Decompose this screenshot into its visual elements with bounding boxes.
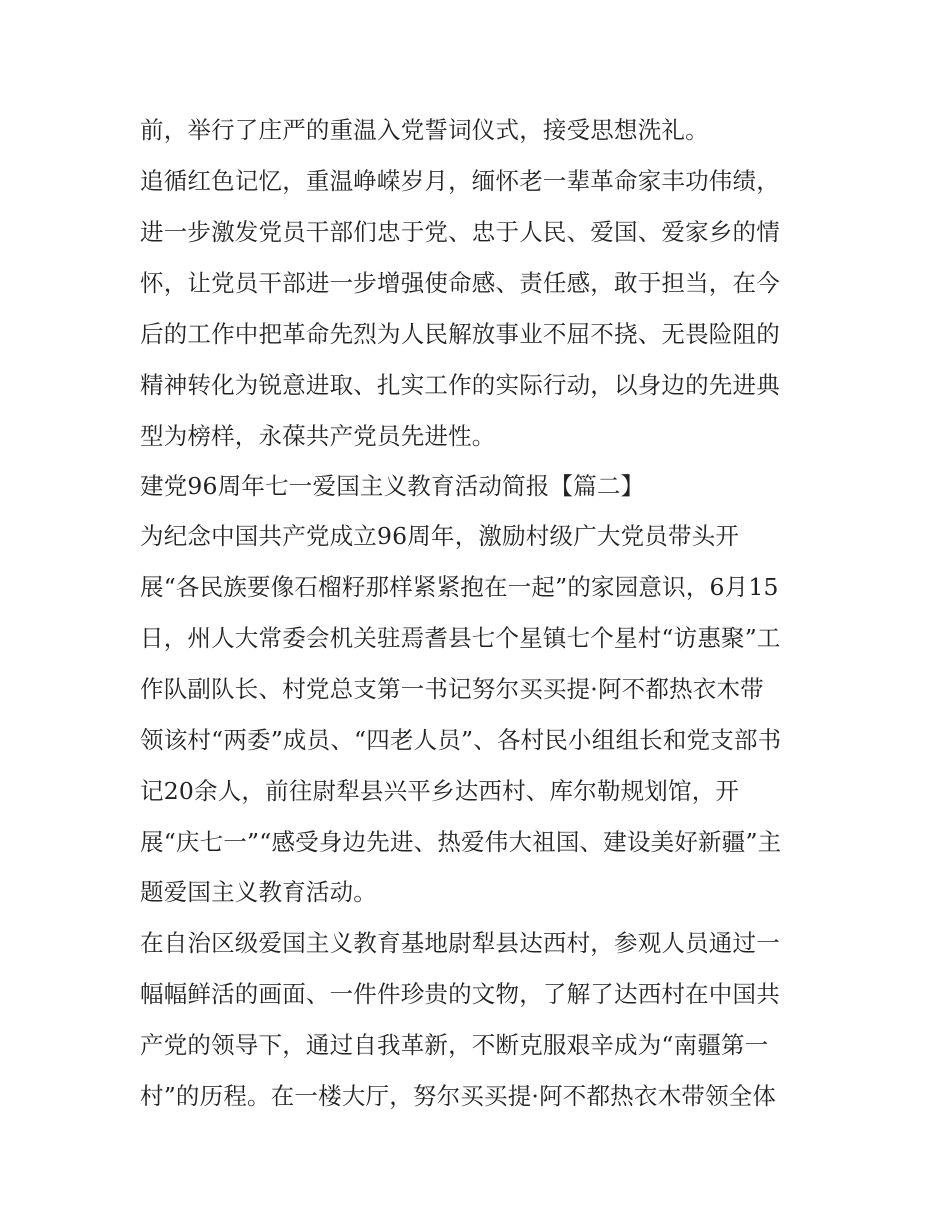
text-line: 记20余人，前往尉犁县兴平乡达西村、库尔勒规划馆，开 bbox=[140, 777, 740, 805]
text-line: 型为榜样，永葆共产党员先进性。 bbox=[140, 422, 496, 450]
text-line: 在自治区级爱国主义教育基地尉犁县达西村，参观人员通过一 bbox=[140, 929, 780, 957]
text-line: 幅幅鲜活的画面、一件件珍贵的文物，了解了达西村在中国共 bbox=[140, 980, 780, 1008]
text-line: 追循红色记忆，重温峥嵘岁月，缅怀老一辈革命家丰功伟绩， bbox=[140, 167, 780, 195]
text-line: 日，州人大常委会机关驻焉耆县七个星镇七个星村“访惠聚”工 bbox=[140, 624, 781, 652]
text-line: 进一步激发党员干部们忠于党、忠于人民、爱国、爱家乡的情 bbox=[140, 218, 780, 246]
text-line: 展“庆七一”“感受身边先进、热爱伟大祖国、建设美好新疆”主 bbox=[140, 828, 782, 856]
text-line: 后的工作中把革命先烈为人民解放事业不屈不挠、无畏险阻的 bbox=[140, 320, 780, 348]
text-line: 题爱国主义教育活动。 bbox=[140, 878, 377, 906]
text-line: 领该村“两委”成员、“四老人员”、各村民小组组长和党支部书 bbox=[140, 726, 782, 754]
text-line: 展“各民族要像石榴籽那样紧紧抱在一起”的家园意识，6月15 bbox=[140, 573, 779, 601]
text-line: 作队副队长、村党总支第一书记努尔买买提·阿不都热衣木带 bbox=[140, 675, 764, 703]
text-line: 精神转化为锐意进取、扎实工作的实际行动，以身边的先进典 bbox=[140, 371, 780, 399]
text-line: 村”的历程。在一楼大厅，努尔买买提·阿不都热衣木带领全体 bbox=[140, 1082, 777, 1110]
text-line: 为纪念中国共产党成立96周年，激励村级广大党员带头开 bbox=[140, 522, 740, 550]
text-line: 前，举行了庄严的重温入党誓词仪式，接受思想洗礼。 bbox=[140, 116, 709, 144]
text-line: 怀，让党员干部进一步增强使命感、责任感，敢于担当，在今 bbox=[140, 269, 780, 297]
text-line: 产党的领导下，通过自我革新，不断克服艰辛成为“南疆第一 bbox=[140, 1031, 769, 1059]
section-heading: 建党96周年七一爱国主义教育活动简报【篇二】 bbox=[140, 472, 645, 500]
